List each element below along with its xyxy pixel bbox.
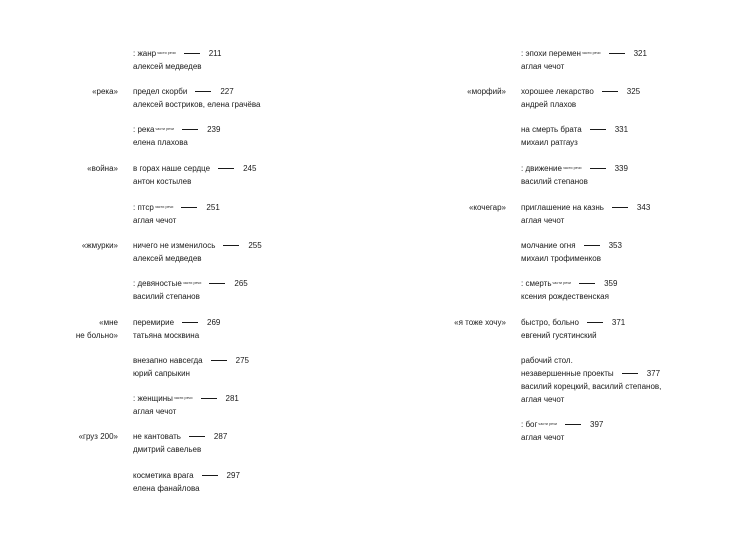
leader-dash [184, 53, 200, 54]
leader-dash [195, 91, 211, 92]
entry-title: хорошее лекарство [521, 87, 594, 96]
section-label [469, 201, 506, 214]
page-number: 245 [243, 164, 257, 173]
section-label-line: «река» [92, 87, 118, 96]
entry-title: : бог [521, 420, 538, 429]
entry-title-line [133, 123, 220, 136]
toc-entry[interactable] [133, 47, 222, 73]
entry-author: алексей медведев [133, 62, 202, 71]
toc-entry[interactable] [133, 392, 239, 418]
entry-author: андрей плахов [521, 100, 577, 109]
toc-entry[interactable] [521, 123, 628, 149]
toc-entry[interactable] [133, 469, 240, 495]
toc-entry[interactable] [133, 239, 262, 265]
entry-author: василий степанов [521, 177, 588, 186]
page-number: 371 [611, 318, 626, 327]
page-number: 255 [248, 241, 262, 250]
page-number: 343 [636, 203, 651, 212]
page-number: 239 [207, 125, 221, 134]
leader-dash [587, 322, 603, 323]
section-label [92, 85, 118, 98]
page-number: 331 [614, 125, 629, 134]
section-label-line: «груз 200» [78, 432, 118, 441]
entry-title: ничего не изменилось [133, 241, 216, 250]
toc-entry[interactable] [133, 85, 260, 111]
entry-title-line [521, 85, 640, 98]
toc-entry[interactable] [133, 354, 249, 380]
entry-title: : эпохи перемен [521, 49, 581, 58]
toc-entry[interactable] [521, 201, 650, 227]
entry-author: антон костылев [133, 177, 192, 186]
entry-title: : движение [521, 164, 562, 173]
entry-author: алексей медведев [133, 254, 202, 263]
entry-author: ксения рождественская [521, 292, 609, 301]
toc-entry[interactable] [521, 418, 603, 444]
page-number: 297 [226, 471, 240, 480]
entry-author: михаил ратгауз [521, 138, 578, 147]
entry-title-line [133, 85, 260, 98]
page-number: 265 [234, 279, 248, 288]
toc-entry[interactable] [521, 354, 661, 406]
toc-entry[interactable] [133, 430, 227, 456]
page-number: 321 [633, 49, 647, 58]
section-label-line: «я тоже хочу» [454, 318, 506, 327]
page-number: 339 [614, 164, 628, 173]
entry-author: василий степанов [133, 292, 200, 301]
page-number: 269 [207, 318, 221, 327]
leader-dash [590, 168, 606, 169]
entry-title: молчание огня [521, 241, 576, 250]
entry-title: : жанр [133, 49, 157, 58]
section-label [82, 239, 118, 252]
entry-superscript: части речи [182, 281, 202, 285]
entry-author: аглая чечот [521, 62, 565, 71]
leader-dash [584, 245, 600, 246]
entry-title-line [521, 418, 603, 431]
leader-dash [211, 360, 227, 361]
entry-title: : смерть [521, 279, 552, 288]
entry-title: быстро, больно [521, 318, 579, 327]
section-label [454, 316, 506, 329]
leader-dash [182, 129, 198, 130]
page-number: 227 [220, 87, 234, 96]
entry-author: юрий сапрыкин [133, 369, 190, 378]
entry-author: елена плахова [133, 138, 188, 147]
entry-title-line [133, 239, 262, 252]
page-number: 211 [208, 49, 222, 58]
page-number: 359 [604, 279, 618, 288]
entry-title: : река [133, 125, 155, 134]
leader-dash [181, 207, 197, 208]
leader-dash [201, 398, 217, 399]
entry-superscript: части речи [173, 396, 193, 400]
entry-title: внезапно навсегда [133, 356, 203, 365]
entry-title-line [133, 47, 222, 60]
entry-superscript: части речи [562, 166, 582, 170]
section-label-line: не больно» [75, 331, 118, 340]
entry-title-line [133, 201, 220, 214]
toc-entry[interactable] [133, 123, 220, 149]
leader-dash [612, 207, 628, 208]
entry-title-line [521, 123, 628, 136]
leader-dash [202, 475, 218, 476]
entry-title: в горах наше сердце [133, 164, 211, 173]
page-number: 325 [626, 87, 641, 96]
entry-author: татьяна москвина [133, 331, 200, 340]
entry-author: аглая чечот [133, 216, 177, 225]
section-label-line: «морфий» [467, 87, 506, 96]
section-label-line: «кочегар» [468, 203, 506, 212]
entry-author: аглая чечот [521, 395, 565, 404]
toc-entry[interactable] [521, 47, 647, 73]
leader-dash [602, 91, 618, 92]
entry-author: василий корецкий, василий степанов, [521, 382, 662, 391]
entry-title-line [521, 277, 617, 290]
entry-title: косметика врага [133, 471, 194, 480]
toc-entry[interactable] [133, 201, 220, 227]
page-number: 377 [646, 369, 661, 378]
entry-title-line [133, 277, 248, 290]
entry-superscript: части речи [552, 281, 572, 285]
toc-entry[interactable] [133, 316, 220, 342]
leader-dash [609, 53, 625, 54]
page-number: 251 [206, 203, 220, 212]
toc-entry[interactable] [133, 162, 256, 188]
entry-title: : птср [133, 203, 154, 212]
entry-author: аглая чечот [521, 216, 565, 225]
toc-entry[interactable] [521, 162, 628, 188]
entry-title-line [521, 239, 622, 252]
entry-author: дмитрий савельев [133, 445, 202, 454]
entry-title: : женщины [133, 394, 173, 403]
leader-dash [209, 283, 225, 284]
entry-title: приглашение на казнь [521, 203, 604, 212]
entry-superscript: части речи [154, 205, 174, 209]
entry-title-prefix: рабочий стол. [521, 356, 573, 365]
leader-dash [182, 322, 198, 323]
entry-author: елена фанайлова [133, 484, 200, 493]
entry-title-line [133, 354, 249, 367]
toc-entry[interactable] [521, 277, 617, 303]
entry-title-line [521, 201, 650, 214]
entry-title: предел скорби [133, 87, 188, 96]
entry-title: перемирие [133, 318, 175, 327]
section-label [87, 162, 118, 175]
page-number: 281 [225, 394, 239, 403]
entry-title-line [133, 469, 240, 482]
toc-entry[interactable] [521, 316, 625, 342]
section-label [76, 316, 118, 342]
entry-title-line [133, 316, 220, 329]
section-label [467, 85, 506, 98]
toc-entry[interactable] [521, 85, 640, 111]
entry-title-line [521, 162, 628, 175]
leader-dash [565, 424, 581, 425]
section-label-line: «жмурки» [81, 241, 118, 250]
entry-author: михаил трофименков [521, 254, 601, 263]
leader-dash [579, 283, 595, 284]
entry-title: на смерть брата [521, 125, 582, 134]
entry-author: аглая чечот [521, 433, 565, 442]
page-number: 397 [590, 420, 604, 429]
entry-title-line [133, 430, 227, 443]
entry-title-line [133, 392, 239, 405]
entry-title: незавершенные проекты [521, 369, 614, 378]
entry-superscript: части речи [157, 51, 176, 55]
toc-entry[interactable] [521, 239, 622, 265]
entry-title: : девяностые [133, 279, 182, 288]
entry-superscript: части речи [155, 127, 175, 131]
entry-title: не кантовать [133, 432, 181, 441]
leader-dash [189, 436, 205, 437]
entry-author: алексей востриков, елена грачёва [133, 100, 261, 109]
entry-title-line [133, 162, 256, 175]
entry-title-line [521, 47, 647, 60]
section-label-line: «мне [99, 318, 118, 327]
entry-title-line [521, 367, 661, 380]
leader-dash [218, 168, 234, 169]
entry-author: аглая чечот [133, 407, 177, 416]
section-label-line: «война» [87, 164, 118, 173]
entry-superscript: части речи [538, 422, 558, 426]
page-number: 275 [235, 356, 249, 365]
page-number: 353 [608, 241, 622, 250]
leader-dash [622, 373, 638, 374]
entry-author: евгений гусятинский [521, 331, 597, 340]
page-number: 287 [213, 432, 228, 441]
leader-dash [590, 129, 606, 130]
section-label [79, 430, 118, 443]
entry-superscript: части речи [581, 51, 601, 55]
leader-dash [223, 245, 239, 246]
toc-entry[interactable] [133, 277, 248, 303]
entry-title-line [521, 316, 625, 329]
